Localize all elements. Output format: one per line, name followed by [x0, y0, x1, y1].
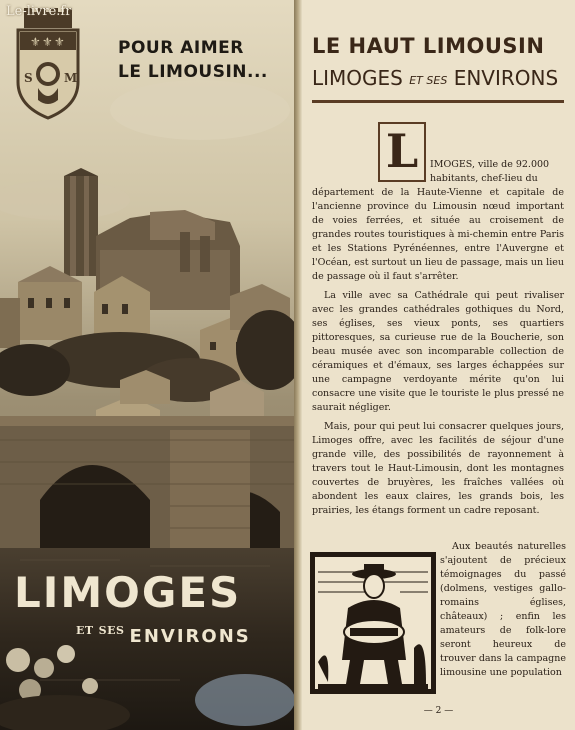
intro-line-1: IMOGES, ville de 92.000: [430, 159, 550, 170]
paragraph-2: La ville avec sa Cathédrale qui peut rivaliser avec les grandes cathédrales gothiques du Nord, ses églises, ses vieux ponts, ses quartiers pittoresques, sa curieuse rue de la Boucherie, son beau musée avec son incomparable collection de céramiques et d'émaux, ses larges échappées sur une campagne verdoyante mérite qu'on lui consacre une visite que le touriste le plus pressé ne saurait négliger.: [312, 290, 564, 413]
cover-subtitle-et: ET: [76, 624, 94, 637]
page-number: — 2 —: [423, 706, 454, 716]
paragraph-4: Aux beautés naturelles s'ajoutent de précieux témoignages du passé (dolmens, vestiges gallo-romains églises, châteaux) ; enfin les amateurs de folk-lore seront heureux de trouver dans la campagne limousine une population: [440, 541, 566, 678]
coat-of-arms-icon: [12, 8, 84, 120]
page-subtitle-limoges: LIMOGES: [312, 66, 403, 90]
cover-subtitle-environs: ENVIRONS: [129, 626, 251, 647]
sidebar-text: [440, 540, 566, 685]
drop-cap: [378, 122, 426, 182]
body-text: [312, 186, 564, 523]
cover-heading: [118, 36, 288, 84]
page-subtitle-etses: ET SES: [409, 74, 448, 87]
text-panel: [302, 0, 575, 730]
svg-text:⚜: ⚜: [42, 35, 53, 49]
paragraph-1: département de la Haute-Vienne et capitale de l'ancienne province du Limousin nœud important de voies ferrées, et située au croisement de grandes routes touristiques à mi-chemin entre Paris et les Stations Pyrénéennes, entre l'Auvergne et l'Océan, est surtout un lieu de passage, mais un lieu de passage où il faut s'arrêter.: [312, 187, 564, 282]
watermark: Le-livre.fr: [6, 4, 72, 19]
svg-text:S: S: [24, 71, 33, 85]
title-rule: [312, 100, 564, 103]
svg-text:⚜: ⚜: [30, 35, 41, 49]
page-title: LE HAUT LIMOUSIN: [312, 34, 545, 58]
drop-cap-letter: L: [385, 124, 419, 178]
svg-text:M: M: [64, 71, 78, 85]
page-subtitle-environs: ENVIRONS: [453, 66, 559, 90]
paragraph-3: Mais, pour qui peut lui consacrer quelques jours, Limoges offre, avec les facilités de séjour d'une grande ville, des possibilités de rayonnement à travers tout le Haut-Limousin, dont les montagnes couvertes de bruyères, les fraîches vallées où abondent les eaux claires, les grands bois, les prairies, les étangs forment un cadre reposant.: [312, 421, 564, 516]
page-subtitle: [312, 66, 558, 90]
cover-heading-line1: POUR AIMER: [118, 38, 244, 58]
hurdy-gurdy-player-woodcut-icon: [310, 552, 436, 694]
intro-line-2: habitants, chef-lieu du: [430, 173, 538, 184]
cover-big-title: LIMOGES: [14, 568, 242, 617]
intro-lines: [430, 158, 564, 186]
svg-text:⚜: ⚜: [54, 35, 65, 49]
cover-subtitle-ses: SES: [98, 624, 125, 637]
page-fold: [294, 0, 302, 730]
cover-subtitle: [76, 624, 251, 647]
cover-heading-line2: LE LIMOUSIN...: [118, 62, 268, 82]
